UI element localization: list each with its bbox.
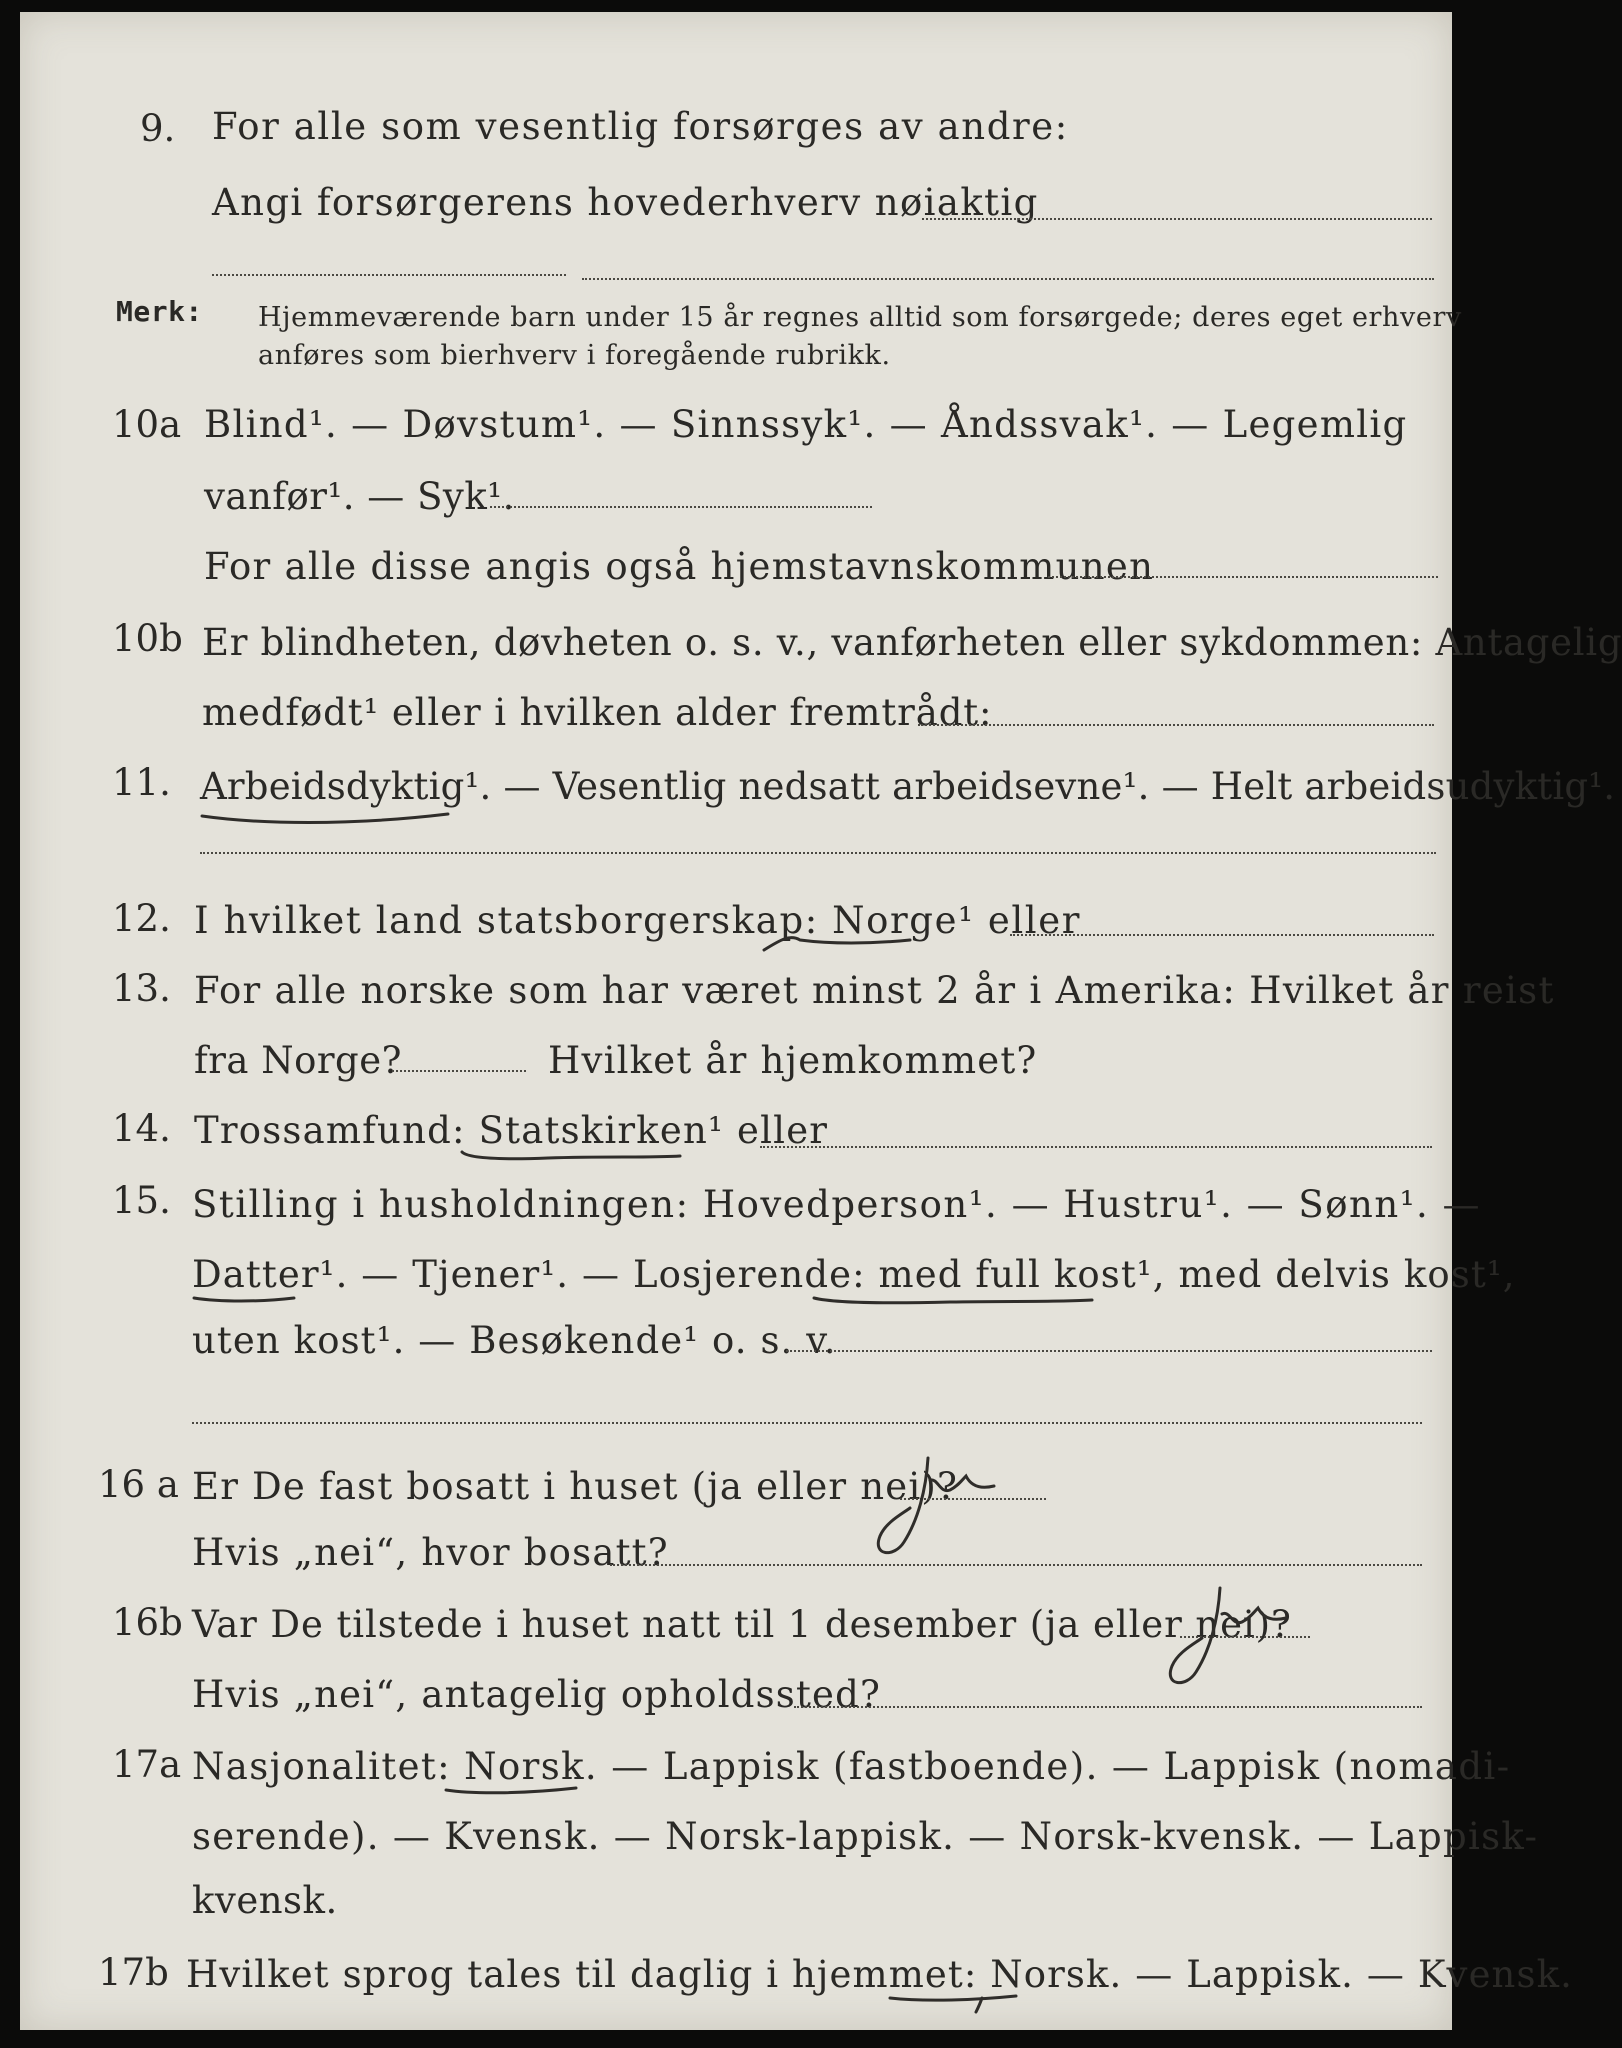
q14-answer-line[interactable] [760, 1146, 1432, 1148]
merk-label: Merk: [116, 295, 203, 328]
census-form-page [20, 12, 1622, 2030]
q16a-line1: Er De fast bosatt i huset (ja eller nei)? [192, 1465, 959, 1508]
underline-norge-mark [760, 930, 920, 960]
q13-line1: For alle norske som har været minst 2 år i Amerika: Hvilket år reist [194, 969, 1555, 1012]
underline-med-full-kost-mark [810, 1288, 1100, 1314]
q12-answer-line[interactable] [1010, 934, 1434, 936]
q12-number: 12. [112, 897, 171, 940]
q17a-line2: serende). — Kvensk. — Norsk-lappisk. — Norsk-kvensk. — Lappisk- [192, 1815, 1539, 1858]
q15-line1: Stilling i husholdningen: Hovedperson¹. — Hustru¹. — Sønn¹. — [192, 1183, 1482, 1226]
q17b-number: 17b [98, 1951, 169, 1994]
q9-line1: For alle som vesentlig forsørges av andre: [212, 105, 1069, 148]
q16a-line2: Hvis „nei“, hvor bosatt? [192, 1531, 669, 1574]
q15-answer-line-2[interactable] [192, 1422, 1422, 1424]
underline-norsk-mark [442, 1778, 582, 1804]
q10b-line1: Er blindheten, døvheten o. s. v., vanførheten eller sykdommen: Antagelig [202, 621, 1622, 664]
q16a-handwritten-ja [866, 1450, 1026, 1570]
q14-line1: Trossamfund: Statskirken¹ eller [194, 1109, 829, 1152]
q10a-number: 10a [112, 403, 182, 446]
q10b-answer-line[interactable] [918, 724, 1434, 726]
q15-line2: Datter¹. — Tjener¹. — Losjerende: med full kost¹, med delvis kost¹, [192, 1253, 1516, 1296]
q16b-handwritten-ja [1160, 1580, 1320, 1700]
q13-line2a: fra Norge? [194, 1039, 402, 1082]
q17b-line1: Hvilket sprog tales til daglig i hjemmet: Norsk. — Lappisk. — Kvensk. [186, 1953, 1573, 1996]
q9-number: 9. [140, 107, 176, 150]
q17a-line1: Nasjonalitet: Norsk. — Lappisk (fastboende). — Lappisk (nomadi- [192, 1745, 1511, 1788]
q11-answer-line[interactable] [200, 852, 1436, 854]
q16a-number: 16 a [98, 1463, 179, 1506]
q15-answer-line[interactable] [786, 1350, 1432, 1352]
underline-datter-mark [190, 1286, 300, 1312]
q10a-line3: For alle disse angis også hjemstavnskommunen [204, 545, 1155, 588]
underline-arbeidsdyktig-mark [198, 802, 458, 832]
q13-number: 13. [112, 967, 171, 1010]
q10a-hjemstavn-line[interactable] [1048, 576, 1438, 578]
q10a-line2: vanfør¹. — Syk¹. [204, 475, 515, 518]
q9-answer-line-2b[interactable] [582, 278, 1434, 280]
q16b-line1: Var De tilstede i huset natt til 1 desember (ja eller nei)? [192, 1603, 1292, 1646]
q10a-line1: Blind¹. — Døvstum¹. — Sinnssyk¹. — Åndssvak¹. — Legemlig [204, 403, 1408, 446]
underline-statskirken-mark [458, 1142, 688, 1170]
q9-line2: Angi forsørgerens hovederhverv nøiaktig [212, 181, 1039, 224]
q16b-number: 16b [112, 1601, 183, 1644]
q10a-answer-line[interactable] [490, 506, 872, 508]
merk-line2: anføres som bierhverv i foregående rubrikk. [258, 340, 891, 371]
q12-line1: I hvilket land statsborgerskap: Norge¹ eller [194, 899, 1082, 942]
q9-answer-line-2a[interactable] [212, 274, 566, 276]
q17a-line3: kvensk. [192, 1879, 338, 1922]
q16b-opholdssted-line[interactable] [794, 1706, 1422, 1708]
q11-line1: Arbeidsdyktig¹. — Vesentlig nedsatt arbeidsevne¹. — Helt arbeidsudyktig¹. [200, 765, 1616, 808]
q15-number: 15. [112, 1179, 171, 1222]
q17a-number: 17a [112, 1743, 182, 1786]
q13-line2b: Hvilket år hjemkommet? [548, 1039, 1038, 1082]
q13-reist-line[interactable] [392, 1070, 526, 1072]
q9-answer-line[interactable] [922, 218, 1432, 220]
underline-norsk-sprog-mark [886, 1986, 1026, 2016]
q10b-line2: medfødt¹ eller i hvilken alder fremtrådt: [202, 691, 993, 734]
q11-number: 11. [112, 761, 171, 804]
q15-line3: uten kost¹. — Besøkende¹ o. s. v. [192, 1319, 837, 1362]
q14-number: 14. [112, 1107, 171, 1150]
merk-line1: Hjemmeværende barn under 15 år regnes alltid som forsørgede; deres eget erhverv [258, 302, 1462, 333]
q10b-number: 10b [112, 617, 183, 660]
q16b-line2: Hvis „nei“, antagelig opholdssted? [192, 1673, 882, 1716]
